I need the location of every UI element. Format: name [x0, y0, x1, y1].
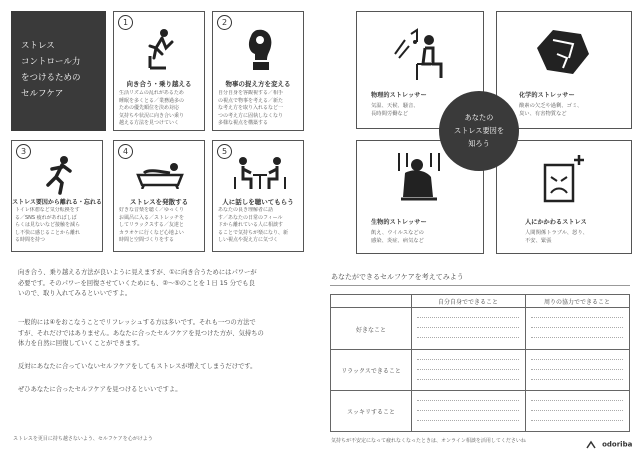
- selfcare-card-5: [212, 140, 304, 252]
- card-title: 人に話しを聴いてもらう: [222, 198, 294, 206]
- brand-mark-icon: [585, 440, 597, 450]
- card-title: ストレスを発散する: [129, 198, 189, 206]
- title-line: セルフケア: [21, 89, 64, 99]
- title-line: ストレス: [21, 41, 55, 51]
- selfcare-card-1: [113, 11, 205, 131]
- stressor-title: 化学的ストレッサー: [519, 92, 575, 99]
- stressor-description: 飢え、ウイルスなどの 感染、炎症、病気など: [371, 230, 424, 244]
- card-number: 3: [16, 144, 31, 159]
- col-divider: [525, 295, 526, 431]
- row-label: スッキリすること: [347, 409, 395, 416]
- stressed-face-icon: [539, 151, 589, 207]
- selfcare-card-2: [212, 11, 304, 131]
- stressor-title: 生物的ストレッサー: [371, 219, 427, 226]
- card-title: 物事の捉え方を変える: [225, 80, 291, 88]
- title-block: [11, 11, 106, 131]
- table-heading: あなたができるセルフケアを考えてみよう: [331, 273, 464, 281]
- write-line[interactable]: [531, 359, 623, 360]
- write-line[interactable]: [531, 420, 623, 421]
- write-line[interactable]: [531, 369, 623, 370]
- hurdle-runner-icon: [144, 28, 178, 70]
- write-line[interactable]: [417, 337, 519, 338]
- circle-line: あなたの: [464, 113, 494, 122]
- title-line: コントロール力: [21, 57, 81, 67]
- heading-rule: [330, 285, 630, 286]
- col-divider: [411, 295, 412, 431]
- col-header: 自分自身でできること: [437, 299, 498, 306]
- stressor-title: 人にかかわるストレス: [525, 219, 587, 226]
- card-description: トイレ休憩など気分転換をす る／SNS 疲れがあればしば らくは見ないなど接触を減ら し不快に感じることから離れ る時間を持つ: [15, 207, 81, 244]
- card-number: 2: [217, 15, 232, 30]
- advice-paragraph: ぜひあなたに合ったセルフケアを見つけるといいですよ。: [18, 386, 182, 393]
- card-description: 好きな音楽を聴く／ゆっくり お風呂に入る／ストレッチを してリラックスする／友達と カラオケに行くなど心地よい 時間と空間づくりをする: [119, 207, 184, 244]
- stressor-human: [496, 140, 632, 254]
- write-line[interactable]: [531, 327, 623, 328]
- selfcare-card-3: [11, 140, 103, 252]
- write-line[interactable]: [531, 317, 623, 318]
- write-line[interactable]: [417, 420, 519, 421]
- stressor-description: 酸素の欠乏や過剰、ゴミ、 臭い、有害物質など: [519, 103, 583, 117]
- row-divider: [331, 349, 629, 350]
- stress-factor-circle: [439, 91, 519, 171]
- card-number: 5: [217, 144, 232, 159]
- selfcare-card-4: [113, 140, 205, 252]
- card-title: 向き合う・乗り越える: [126, 80, 192, 88]
- write-line[interactable]: [417, 369, 519, 370]
- write-line[interactable]: [417, 359, 519, 360]
- footer-note: 気持ちが不安定になって疲れなくなったときは、オンライン相談を活用してくださいね: [331, 438, 526, 444]
- brand-logo: [585, 434, 632, 453]
- row-label: 好きなこと: [355, 327, 386, 334]
- noise-person-icon: [389, 24, 447, 82]
- card-description: 生活リズムの乱れがあるため 睡眠を多くとる／業務過多の ための優先順位を決め対応 気持ちや状況に向き合い乗り 越える方法を見つけていく: [119, 90, 185, 127]
- title-line: をつけるための: [21, 73, 81, 83]
- bathtub-icon: [136, 159, 184, 189]
- footer-note: ストレスを更目に持ち越さないよう、セルフケアを心がけよう: [13, 436, 153, 442]
- advice-paragraph: 反対にあなたに合っていないセルフケアをしてもストレスが増えてしまうだけです。: [18, 363, 257, 370]
- write-line[interactable]: [417, 327, 519, 328]
- circle-line: 知ろう: [468, 139, 490, 148]
- card-description: あなたの良き理解者に話 す／あなたの日常のフィール ドから離れている人に相談す ることで気持ちが楽になり、新 しい視点や捉え方に気づく: [218, 207, 289, 244]
- write-line[interactable]: [417, 317, 519, 318]
- garbage-icon: [533, 24, 593, 80]
- write-line[interactable]: [531, 379, 623, 380]
- two-people-talking-icon: [231, 155, 289, 191]
- stressor-description: 気温、天候、騒音、 長時間労働など: [371, 103, 419, 117]
- card-number: 4: [118, 144, 133, 159]
- sick-person-icon: [391, 151, 447, 209]
- circle-line: ストレス要因を: [453, 126, 505, 135]
- stressor-chemical: [496, 11, 632, 129]
- write-line[interactable]: [531, 337, 623, 338]
- card-description: 自分自身を客観視する／相手 の視点で物事を考える／新た な考え方を取り入れるなど一 つの考え方に固執しなくなり 多様な視点を構築する: [218, 90, 284, 127]
- row-label: リラックスできること: [341, 368, 401, 375]
- advice-paragraph: 一般的には④をおこなうことでリフレッシュする方は多いです。それも一つの方法で すが、それだけではありません。あなたに合ったセルフケアを見つけた方が、気持ちの 体力を自然に回復していくことができます。: [18, 319, 264, 347]
- stressor-title: 物理的ストレッサー: [371, 92, 427, 99]
- write-line[interactable]: [531, 410, 623, 411]
- write-line[interactable]: [417, 400, 519, 401]
- running-person-icon: [42, 155, 76, 195]
- stressor-description: 人間関係トラブル、怒り、 不安、緊張: [525, 230, 588, 244]
- head-thinking-icon: [243, 26, 277, 72]
- selfcare-worksheet-table: [330, 294, 630, 432]
- write-line[interactable]: [531, 400, 623, 401]
- brand-name: odoriba: [602, 440, 633, 449]
- card-number: 1: [118, 15, 133, 30]
- col-header: 周りの協力でできること: [543, 299, 610, 306]
- advice-paragraph: 向き合う、乗り越える方法が良いように見えますが、①に向き合うためにはパワーが 必要です。そのパワーを回復させていくためにも、②〜⑤のことを１日 15 分でも良 いので、取り入れてみるといいですよ。: [18, 269, 257, 297]
- write-line[interactable]: [417, 410, 519, 411]
- row-divider: [331, 390, 629, 391]
- card-title: ストレス要因から離れる・忘れる: [12, 199, 102, 206]
- write-line[interactable]: [417, 379, 519, 380]
